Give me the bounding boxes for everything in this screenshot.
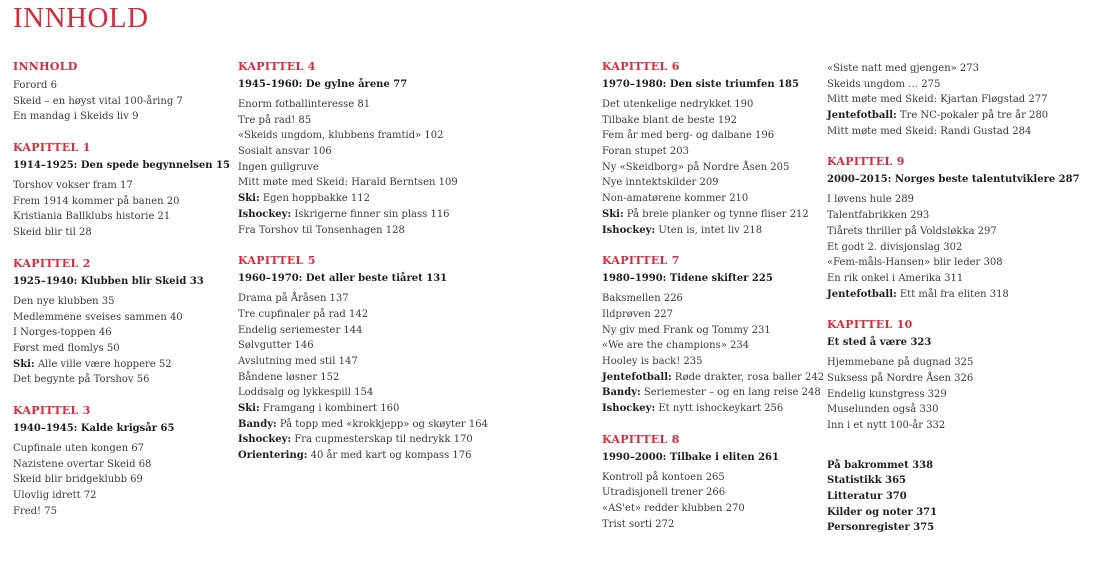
- toc-entry: [827, 458, 1097, 474]
- entry-text: Seriemester – og en lang reise 248: [640, 387, 821, 399]
- toc-entry: [602, 223, 812, 239]
- chapter-label: KAPITTEL 5: [238, 254, 316, 268]
- entry-text: Ildprøven 227: [602, 308, 674, 320]
- entry-text: Medlemmene sveises sammen 40: [13, 311, 183, 323]
- entry-text: Røde drakter, rosa baller 242: [671, 371, 825, 383]
- entry-text: Hooley is back! 235: [602, 355, 703, 367]
- entry-text: Nye inntektskilder 209: [602, 177, 719, 189]
- toc-entry: [827, 402, 1097, 418]
- toc-entry: [13, 488, 228, 504]
- entry-text: Kristiania Ballklubs historie 21: [13, 211, 171, 223]
- toc-entry: [827, 240, 1097, 256]
- toc-entry: [13, 341, 228, 357]
- entry-text: Fred! 75: [13, 505, 57, 517]
- entry-category: Bandy:: [238, 418, 277, 430]
- toc-section: [13, 60, 228, 125]
- entry-text: Sølvgutter 146: [238, 340, 314, 352]
- toc-entry: [602, 207, 812, 223]
- chapter-label: KAPITTEL 4: [238, 60, 316, 73]
- toc-entry: [827, 387, 1097, 403]
- entry-text: På breie planker og tynne fliser 212: [623, 208, 809, 220]
- entry-text: Ny «Skeidborg» på Nordre Åsen 205: [602, 161, 790, 173]
- toc-entry: [827, 371, 1097, 387]
- entry-text: Litteratur 370: [827, 491, 907, 503]
- toc-entry: [238, 128, 578, 144]
- entry-text: Non-amatørene kommer 210: [602, 193, 749, 205]
- chapter-subtitle: 1960–1970: Det aller beste tiåret 131: [238, 273, 448, 285]
- entry-text: Tre cupfinaler på rad 142: [238, 308, 369, 320]
- entry-text: «AS'et» redder klubben 270: [602, 503, 745, 515]
- entry-text: Det utenkelige nedrykket 190: [602, 99, 754, 110]
- toc-column-3: [602, 60, 825, 532]
- toc-entry: [13, 357, 228, 373]
- entry-text: Hjemmebane på dugnad 325: [827, 357, 974, 369]
- chapter-label: KAPITTEL 10: [827, 318, 913, 332]
- entry-text: Framgang i kombinert 160: [259, 403, 400, 414]
- toc-entry: [827, 271, 1097, 287]
- toc-entry: [827, 208, 1097, 224]
- entry-text: Først med flomlys 50: [13, 342, 120, 354]
- entry-text: Avslutning med stil 147: [238, 355, 358, 367]
- entry-text: På bakrommet 338: [827, 459, 934, 471]
- toc-section: [827, 61, 1097, 139]
- entry-text: Mitt møte med Skeid: Harald Berntsen 109: [238, 177, 458, 189]
- entry-text: Ulovlig idrett 72: [13, 490, 97, 501]
- entry-text: Den nye klubben 35: [13, 295, 115, 307]
- entry-text: Fra cupmesterskap til nedrykk 170: [291, 434, 473, 446]
- entry-text: Et nytt ishockeykart 256: [655, 403, 784, 414]
- entry-category: Ishockey:: [602, 224, 656, 236]
- toc-entry: [827, 224, 1097, 240]
- toc-entry: [602, 160, 812, 176]
- entry-category: Ski:: [238, 403, 260, 414]
- toc-entry: [602, 291, 812, 307]
- toc-entry: [238, 323, 578, 339]
- entry-text: Sosialt ansvar 106: [238, 146, 332, 158]
- toc-column-1: [13, 60, 228, 519]
- toc-entry: [827, 124, 1097, 140]
- chapter-subtitle: 1970–1980: Den siste triumfen 185: [602, 79, 799, 90]
- entry-text: Mitt møte med Skeid: Kjartan Fløgstad 277: [827, 94, 1048, 106]
- toc-entry: [602, 191, 812, 207]
- toc-entry: [238, 417, 578, 433]
- toc-entry: [238, 385, 578, 401]
- entry-text: Skeid blir til 28: [13, 227, 92, 239]
- entry-text: Baksmellen 226: [602, 293, 683, 305]
- entry-text: Uten is, intet liv 218: [655, 224, 763, 236]
- entry-text: Personregister 375: [827, 522, 935, 534]
- toc-entry: [238, 223, 578, 239]
- toc-entry: [238, 291, 578, 307]
- toc-entry: [238, 160, 578, 176]
- chapter-subtitle: 1914–1925: Den spede begynnelsen 15: [13, 160, 230, 172]
- entry-text: Cupfinale uten kongen 67: [13, 442, 145, 454]
- toc-entry: [238, 113, 578, 129]
- toc-entry: [13, 78, 228, 94]
- toc-entry: [827, 92, 1097, 108]
- toc-section: [602, 60, 812, 238]
- toc-entry: [13, 225, 228, 241]
- chapter-subtitle: 1990–2000: Tilbake i eliten 261: [602, 451, 779, 463]
- entry-text: Foran stupet 203: [602, 146, 689, 158]
- entry-category: Ishockey:: [602, 403, 656, 414]
- entry-text: Skeids ungdom … 275: [827, 78, 941, 90]
- toc-entry: [238, 370, 578, 386]
- toc-entry: [602, 370, 825, 386]
- entry-text: «Siste natt med gjengen» 273: [827, 63, 980, 74]
- entry-text: Skeid blir bridgeklubb 69: [13, 474, 143, 486]
- toc-entry: [827, 287, 1097, 303]
- entry-text: Egen hoppbakke 112: [259, 193, 370, 205]
- toc-entry: [238, 175, 578, 191]
- entry-text: Trist sorti 272: [602, 518, 675, 530]
- entry-text: Drama på Åråsen 137: [238, 293, 349, 305]
- toc-entry: [602, 470, 812, 486]
- toc-entry: [13, 209, 228, 225]
- toc-entry: [13, 294, 228, 310]
- toc-entry: [827, 61, 1097, 77]
- toc-entry: [827, 418, 1097, 434]
- toc-entry: [602, 385, 821, 401]
- toc-entry: [238, 432, 578, 448]
- toc-entry: [602, 354, 812, 370]
- entry-text: Ingen gullgruve: [238, 161, 319, 173]
- entry-text: Et godt 2. divisjonslag 302: [827, 241, 963, 253]
- toc-section: [238, 60, 578, 238]
- entry-text: En rik onkel i Amerika 311: [827, 272, 964, 284]
- toc-section: [13, 404, 228, 519]
- toc-entry: [602, 517, 812, 533]
- toc-entry: [602, 307, 812, 323]
- toc-section: [238, 254, 578, 464]
- toc-entry: [238, 448, 578, 464]
- toc-entry: [827, 192, 1097, 208]
- entry-text: Tiårets thriller på Voldsløkka 297: [827, 225, 997, 237]
- entry-category: Ski:: [13, 358, 35, 370]
- toc-entry: [238, 354, 578, 370]
- entry-text: På topp med «krokkjepp» og skøyter 164: [276, 418, 488, 430]
- entry-text: Loddsalg og lykkespill 154: [238, 387, 374, 399]
- chapter-subtitle: 2000–2015: Norges beste talentutviklere 287: [827, 174, 1080, 186]
- toc-column-4: [827, 61, 1097, 536]
- toc-entry: [13, 372, 228, 388]
- entry-text: En mandag i Skeids liv 9: [13, 111, 139, 123]
- entry-text: Statistikk 365: [827, 475, 906, 487]
- entry-text: Ett mål fra eliten 318: [896, 288, 1009, 300]
- entry-category: Jentefotball:: [602, 371, 672, 383]
- toc-entry: [602, 113, 812, 129]
- chapter-label: KAPITTEL 2: [13, 256, 91, 270]
- entry-category: Bandy:: [602, 387, 641, 399]
- toc-entry: [602, 323, 812, 339]
- toc-entry: [238, 207, 578, 223]
- chapter-label: KAPITTEL 1: [13, 141, 91, 155]
- entry-text: Muselunden også 330: [827, 404, 939, 416]
- toc-entry: [238, 191, 578, 207]
- page-title: INNHOLD: [13, 2, 149, 34]
- entry-text: Skeid – en høyst vital 100-åring 7: [13, 95, 183, 107]
- toc-entry: [827, 255, 1097, 271]
- toc-entry: [827, 77, 1097, 93]
- entry-text: Mitt møte med Skeid: Randi Gustad 284: [827, 125, 1032, 137]
- toc-entry: [827, 520, 1097, 536]
- toc-entry: [827, 505, 1097, 521]
- toc-section: [827, 458, 1097, 536]
- toc-entry: [602, 144, 812, 160]
- toc-entry: [602, 175, 812, 191]
- entry-text: Utradisjonell trener 266: [602, 487, 726, 499]
- chapter-subtitle: 1925–1940: Klubben blir Skeid 33: [13, 275, 204, 287]
- toc-section: [602, 433, 812, 533]
- toc-entry: [602, 401, 812, 417]
- entry-text: Endelig seriemester 144: [238, 324, 363, 336]
- entry-text: Kilder og noter 371: [827, 506, 938, 518]
- toc-entry: [13, 94, 228, 110]
- entry-text: Talentfabrikken 293: [827, 210, 930, 222]
- chapter-subtitle: Et sted å være 323: [827, 337, 932, 349]
- toc-entry: [13, 472, 228, 488]
- entry-text: Inn i et nytt 100-år 332: [827, 420, 946, 431]
- toc-entry: [602, 338, 812, 354]
- toc-section: [13, 141, 228, 241]
- entry-text: Torshov vokser fram 17: [13, 180, 133, 192]
- toc-entry: [238, 144, 578, 160]
- entry-category: Ski:: [238, 193, 260, 205]
- entry-text: Nazistene overtar Skeid 68: [13, 458, 152, 470]
- toc-entry: [13, 441, 228, 457]
- toc-section: [827, 318, 1097, 433]
- entry-text: Forord 6: [13, 80, 57, 91]
- chapter-label: KAPITTEL 3: [13, 403, 91, 417]
- toc-column-2: [238, 60, 578, 464]
- toc-entry: [238, 338, 578, 354]
- chapter-label: KAPITTEL 6: [602, 60, 680, 73]
- entry-text: «We are the champions» 234: [602, 340, 750, 352]
- entry-text: Tre NC-pokaler på tre år 280: [896, 110, 1049, 122]
- toc-entry: [238, 401, 578, 417]
- toc-section: [602, 254, 825, 417]
- toc-section: [827, 155, 1097, 302]
- entry-text: 40 år med kart og kompass 176: [307, 450, 472, 462]
- entry-text: Enorm fotballinteresse 81: [238, 99, 371, 110]
- entry-category: Ski:: [602, 208, 624, 220]
- toc-entry: [602, 485, 812, 501]
- chapter-subtitle: 1945–1960: De gylne årene 77: [238, 79, 408, 90]
- toc-entry: [13, 457, 228, 473]
- toc-entry: [827, 489, 1097, 505]
- toc-entry: [13, 109, 228, 125]
- entry-text: Tre på rad! 85: [238, 114, 312, 126]
- chapter-label: KAPITTEL 8: [602, 432, 680, 446]
- entry-text: «Fem-måls-Hansen» blir leder 308: [827, 257, 1003, 269]
- chapter-subtitle: 1980–1990: Tidene skifter 225: [602, 273, 773, 285]
- toc-entry: [13, 310, 228, 326]
- toc-entry: [827, 473, 1097, 489]
- entry-text: Endelig kunstgress 329: [827, 388, 947, 400]
- chapter-label: KAPITTEL 9: [827, 155, 905, 169]
- entry-category: Ishockey:: [238, 208, 292, 220]
- entry-text: Det begynte på Torshov 56: [13, 374, 150, 386]
- entry-text: Kontroll på kontoen 265: [602, 471, 725, 483]
- entry-category: Jentefotball:: [827, 110, 897, 122]
- chapter-label: KAPITTEL 7: [602, 254, 680, 268]
- chapter-subtitle: 1940–1945: Kalde krigsår 65: [13, 422, 175, 434]
- toc-entry: [13, 178, 228, 194]
- toc-entry: [827, 355, 1097, 371]
- entry-text: Suksess på Nordre Åsen 326: [827, 372, 974, 384]
- entry-text: Båndene løsner 152: [238, 371, 340, 383]
- entry-text: «Skeids ungdom, klubbens framtid» 102: [238, 130, 444, 142]
- entry-text: Fra Torshov til Tonsenhagen 128: [238, 224, 405, 236]
- toc-entry: [13, 504, 228, 520]
- toc-entry: [238, 97, 578, 113]
- toc-entry: [13, 325, 228, 341]
- entry-category: Orientering:: [238, 450, 308, 462]
- chapter-label: INNHOLD: [13, 60, 78, 73]
- entry-text: I Norges-toppen 46: [13, 327, 112, 339]
- toc-entry: [602, 97, 812, 113]
- toc-section: [13, 257, 228, 388]
- entry-text: Iskrigerne finner sin plass 116: [291, 208, 450, 220]
- entry-text: Frem 1914 kommer på banen 20: [13, 195, 180, 207]
- entry-text: Tilbake blant de beste 192: [602, 114, 737, 126]
- entry-text: Fem år med berg- og dalbane 196: [602, 130, 775, 142]
- entry-category: Jentefotball:: [827, 288, 897, 300]
- toc-entry: [602, 128, 812, 144]
- entry-text: I løvens hule 289: [827, 194, 914, 206]
- entry-category: Ishockey:: [238, 434, 292, 446]
- entry-text: Ny giv med Frank og Tommy 231: [602, 324, 771, 336]
- toc-entry: [602, 501, 812, 517]
- toc-entry: [238, 307, 578, 323]
- toc-entry: [827, 108, 1097, 124]
- toc-entry: [13, 194, 228, 210]
- entry-text: Alle ville være hoppere 52: [34, 358, 172, 370]
